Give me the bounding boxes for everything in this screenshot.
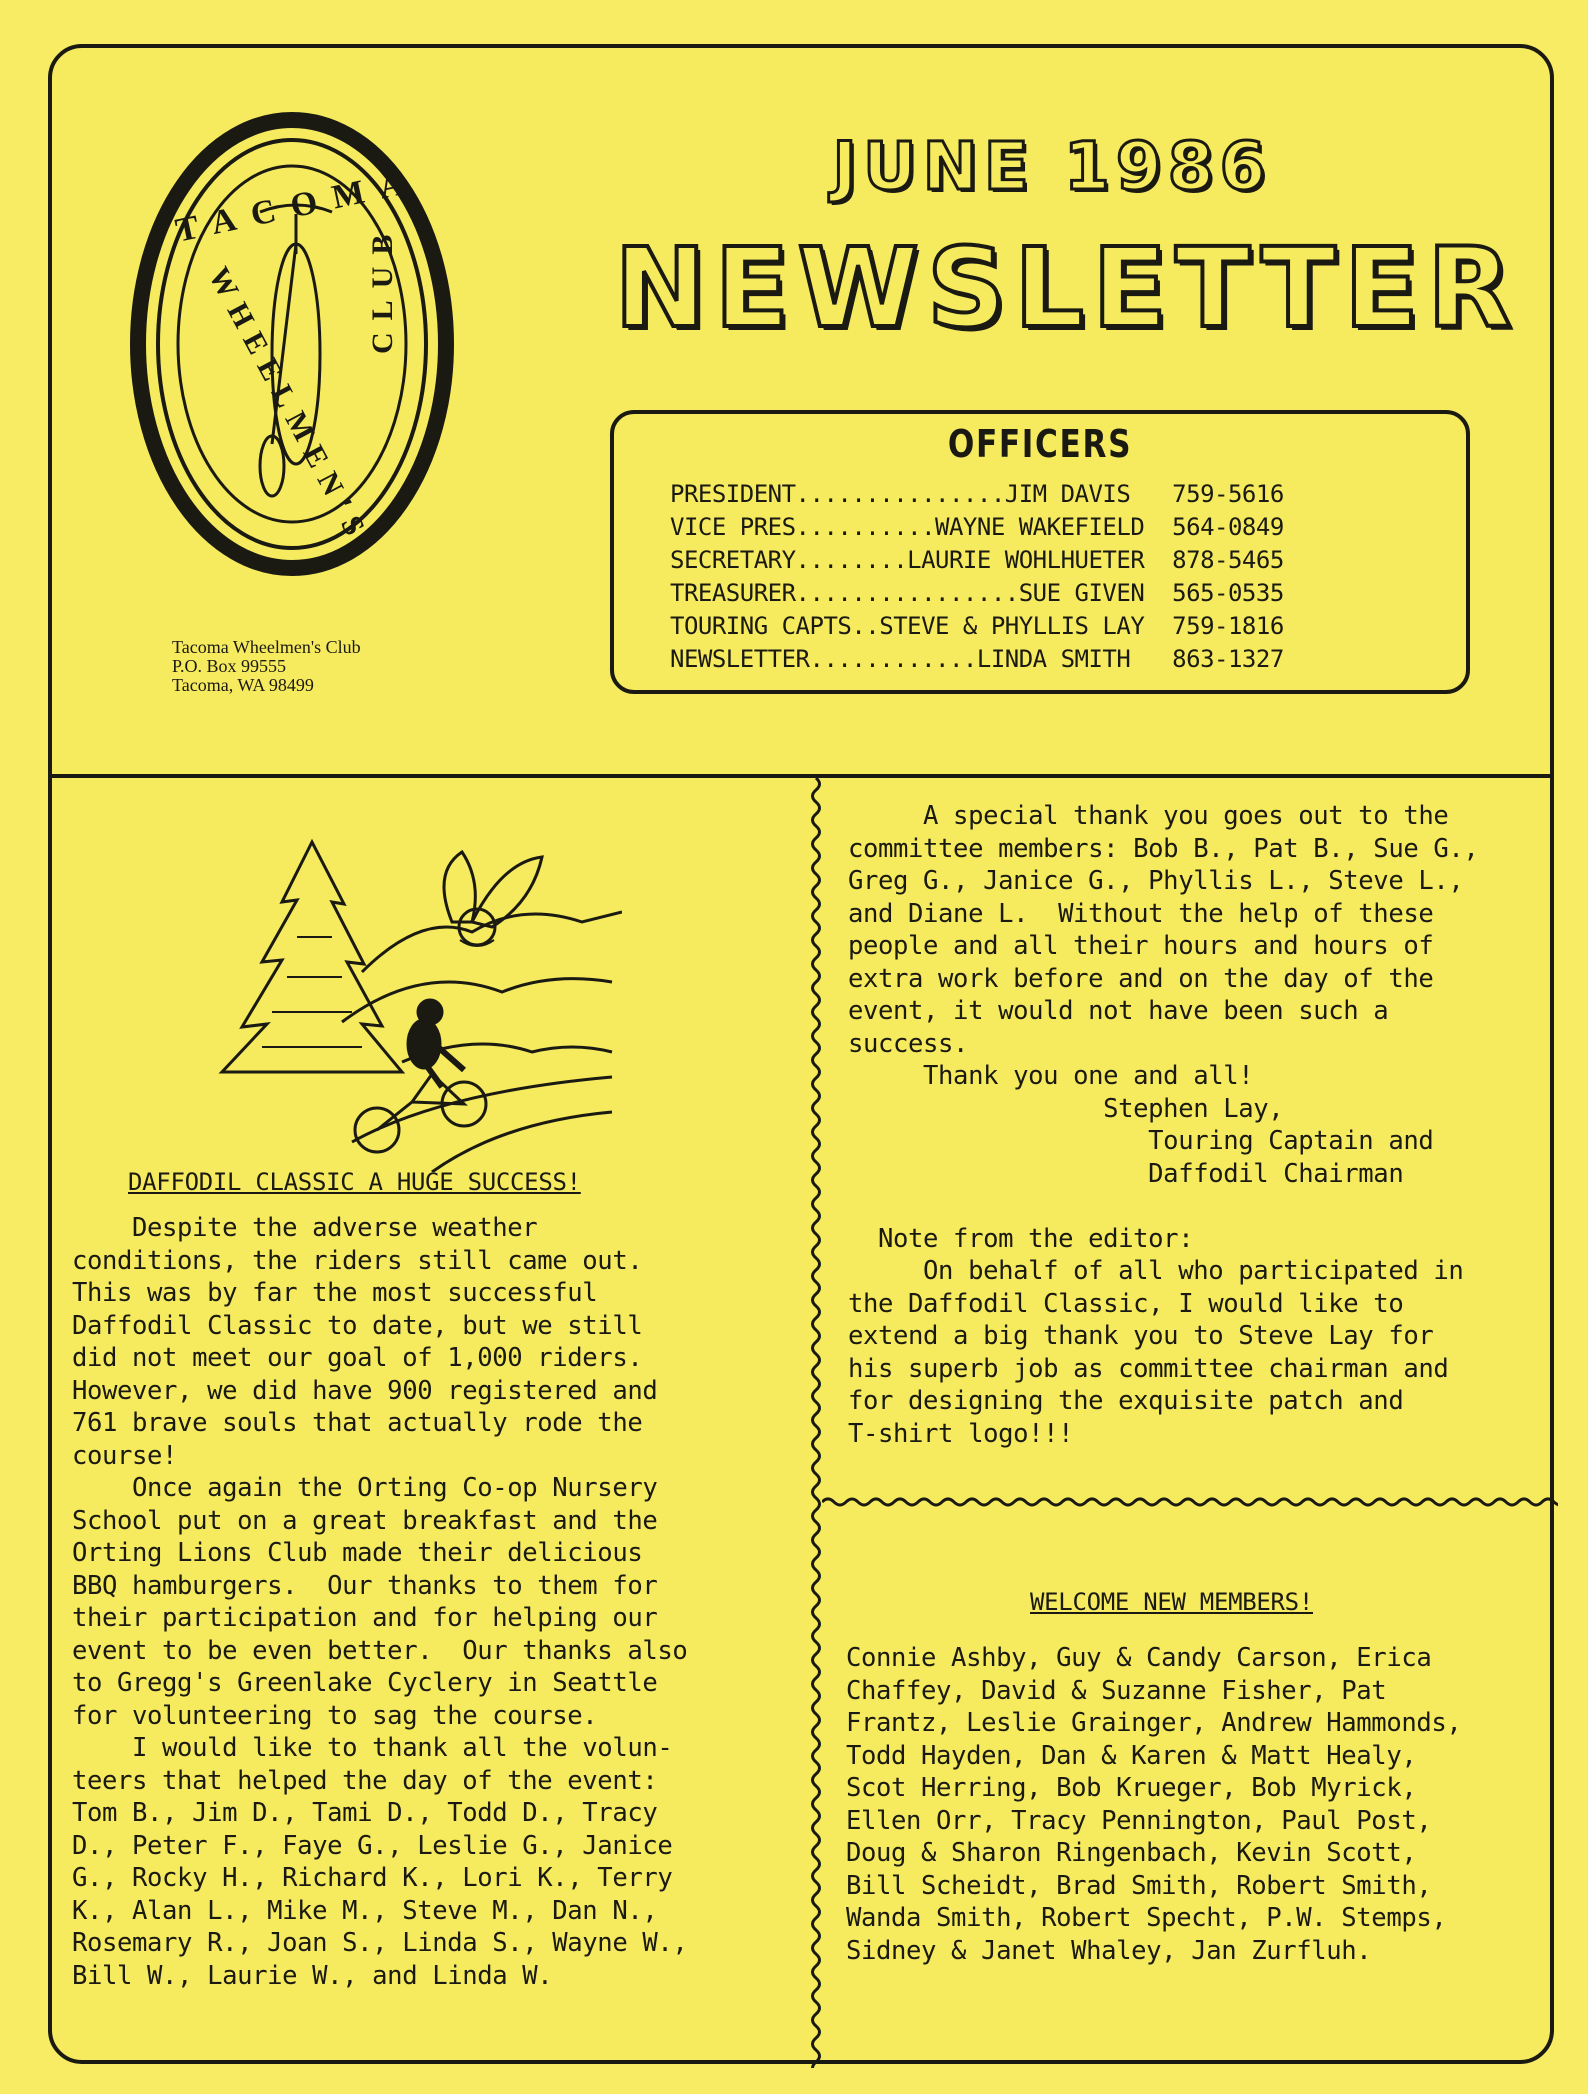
officers-box [610, 410, 1470, 694]
text-line: Bill Scheidt, Brad Smith, Robert Smith, [846, 1870, 1432, 1901]
text-line: the Daffodil Classic, I would like to [848, 1288, 1404, 1319]
officer-row: NEWSLETTER............LINDA SMITH 863-1327 [670, 645, 1284, 673]
cyclist-illustration [202, 812, 622, 1172]
text-line: A special thank you goes out to the [848, 801, 1449, 831]
text-line: extra work before and on the day of the [848, 963, 1434, 994]
club-logo [130, 104, 455, 584]
column-divider [807, 778, 825, 2068]
text-line: Bill W., Laurie W., and Linda W. [72, 1960, 553, 1991]
text-line: Thank you one and all! [848, 1061, 1254, 1091]
text-line: School put on a great breakfast and the [72, 1505, 658, 1536]
text-line: his superb job as committee chairman and [848, 1353, 1449, 1384]
issue-date: JUNE 1986 [832, 128, 1272, 205]
text-line: Sidney & Janet Whaley, Jan Zurfluh. [846, 1935, 1372, 1966]
text-line: Despite the adverse weather [72, 1213, 538, 1243]
section-divider [52, 774, 1550, 778]
text-line: extend a big thank you to Steve Lay for [848, 1321, 1434, 1351]
address-line: P.O. Box 99555 [172, 656, 287, 676]
officer-row: TREASURER................SUE GIVEN 565-0535 [670, 579, 1284, 607]
officer-row: SECRETARY........LAURIE WOHLHUETER 878-5465 [670, 546, 1284, 574]
welcome-heading: WELCOME NEW MEMBERS! [1030, 1588, 1313, 1616]
text-line: committee members: Bob B., Pat B., Sue G., [848, 833, 1479, 864]
text-line: Chaffey, David & Suzanne Fisher, Pat [846, 1675, 1387, 1706]
text-line: Greg G., Janice G., Phyllis L., Steve L., [848, 866, 1464, 896]
logo-ring-left: WHEELMEN'S [201, 261, 376, 550]
text-line: Ellen Orr, Tracy Pennington, Paul Post, [846, 1805, 1432, 1836]
address-line: Tacoma, WA 98499 [172, 675, 314, 695]
text-line: and Diane L. Without the help of these [848, 898, 1434, 929]
text-line: for designing the exquisite patch and [848, 1386, 1404, 1416]
text-line: Daffodil Chairman [848, 1158, 1404, 1189]
text-line: event, it would not have been such a [848, 996, 1389, 1026]
text-line: to Gregg's Greenlake Cyclery in Seattle [72, 1668, 658, 1698]
text-line: I would like to thank all the volun- [72, 1733, 673, 1763]
officer-row: VICE PRES..........WAYNE WAKEFIELD 564-0849 [670, 513, 1284, 541]
text-line: Frantz, Leslie Grainger, Andrew Hammonds, [846, 1708, 1462, 1738]
text-line: Doug & Sharon Ringenbach, Kevin Scott, [846, 1838, 1417, 1868]
daffodil-article [72, 1212, 687, 1992]
officer-row: PRESIDENT...............JIM DAVIS 759-5616 [670, 480, 1284, 508]
daffodil-icon [444, 852, 542, 946]
text-line: BBQ hamburgers. Our thanks to them for [72, 1570, 658, 1601]
text-line: However, we did have 900 registered and [72, 1375, 658, 1406]
text-line: T-shirt logo!!! [848, 1418, 1074, 1449]
text-line: conditions, the riders still came out. [72, 1245, 643, 1276]
text-line: for volunteering to sag the course. [72, 1700, 598, 1731]
text-line: This was by far the most successful [72, 1278, 598, 1308]
text-line: Connie Ashby, Guy & Candy Carson, Erica [846, 1643, 1432, 1673]
text-line: their participation and for helping our [72, 1603, 658, 1633]
text-line: Note from the editor: [848, 1223, 1194, 1254]
logo-ring-right: CLUB [366, 222, 399, 354]
text-line [848, 1190, 1478, 1223]
officer-row: TOURING CAPTS..STEVE & PHYLLIS LAY 759-1816 [670, 612, 1284, 640]
welcome-members-list [846, 1642, 1461, 1967]
newsletter-title: NEWSLETTER [614, 224, 1520, 352]
thanks-article [848, 800, 1478, 1450]
text-line: Orting Lions Club made their delicious [72, 1538, 643, 1568]
officers-title: OFFICERS [947, 422, 1133, 466]
logo-ring-top: TACOMA [172, 161, 424, 250]
text-line: teers that helped the day of the event: [72, 1765, 658, 1796]
text-line: D., Peter F., Faye G., Leslie G., Janice [72, 1830, 673, 1861]
address-line: Tacoma Wheelmen's Club [172, 637, 361, 657]
text-line: G., Rocky H., Richard K., Lori K., Terry [72, 1863, 673, 1893]
text-line: Wanda Smith, Robert Specht, P.W. Stemps, [846, 1903, 1447, 1933]
text-line: Stephen Lay, [848, 1093, 1284, 1124]
daffodil-heading: DAFFODIL CLASSIC A HUGE SUCCESS! [128, 1168, 581, 1196]
text-line: Tom B., Jim D., Tami D., Todd D., Tracy [72, 1798, 658, 1828]
text-line: Once again the Orting Co-op Nursery [72, 1473, 658, 1503]
text-line: Todd Hayden, Dan & Karen & Matt Healy, [846, 1740, 1417, 1771]
right-section-divider [822, 1494, 1558, 1510]
text-line: Daffodil Classic to date, but we still [72, 1310, 643, 1341]
text-line: Rosemary R., Joan S., Linda S., Wayne W., [72, 1928, 688, 1958]
text-line: people and all their hours and hours of [848, 931, 1434, 961]
club-address [172, 638, 361, 695]
text-line: Touring Captain and [848, 1126, 1434, 1156]
text-line: course! [72, 1440, 178, 1471]
text-line: did not meet our goal of 1,000 riders. [72, 1343, 643, 1373]
text-line: 761 brave souls that actually rode the [72, 1408, 643, 1438]
newsletter-page [48, 44, 1554, 2064]
text-line: On behalf of all who participated in [848, 1256, 1464, 1286]
pine-tree-icon [222, 842, 402, 1072]
text-line: success. [848, 1028, 969, 1059]
text-line: Scot Herring, Bob Krueger, Bob Myrick, [846, 1773, 1417, 1803]
text-line: K., Alan L., Mike M., Steve M., Dan N., [72, 1895, 658, 1926]
text-line: event to be even better. Our thanks also [72, 1635, 688, 1666]
